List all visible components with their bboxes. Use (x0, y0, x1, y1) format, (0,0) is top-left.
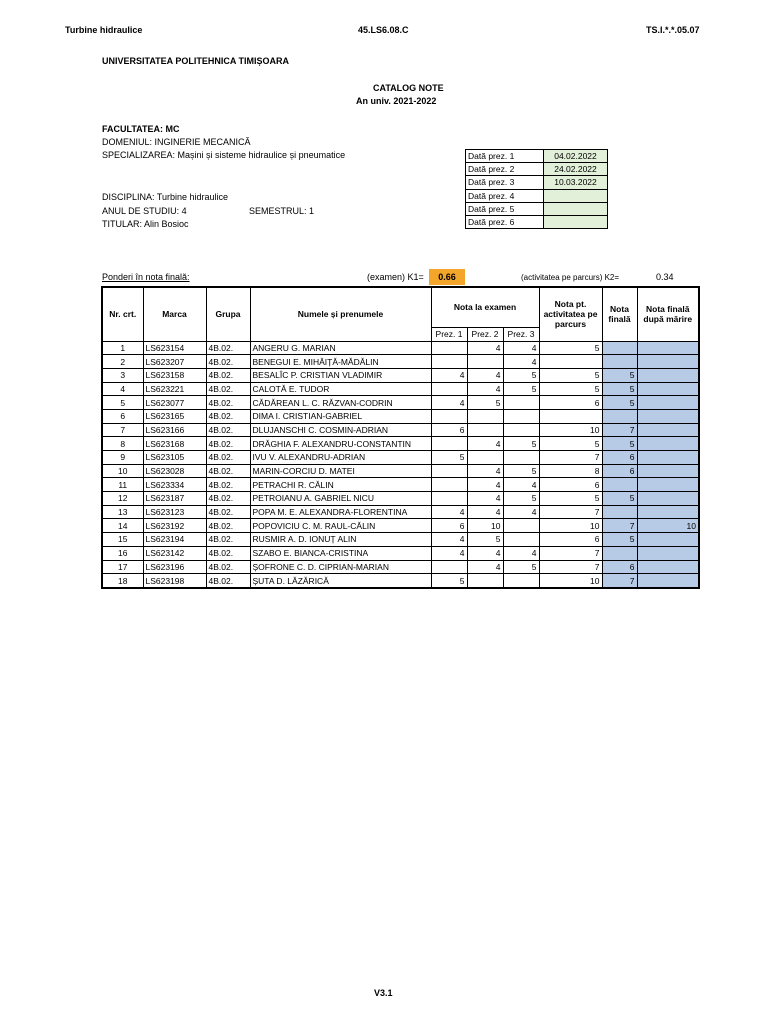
final-grade-after-raise (637, 355, 699, 369)
final-grade-after-raise (637, 574, 699, 588)
exam-grade-prez2: 4 (467, 478, 503, 492)
exam-grade-prez2 (467, 423, 503, 437)
header-left: Turbine hidraulice (65, 25, 143, 35)
presentation-label: Dată prez. 2 (466, 163, 544, 176)
group: 4B.02. (206, 341, 250, 355)
table-row (102, 464, 699, 478)
exam-grade-prez1 (431, 382, 467, 396)
table-row (102, 437, 699, 451)
activity-grade: 5 (539, 368, 602, 382)
activity-grade: 5 (539, 492, 602, 506)
exam-grade-prez1 (431, 492, 467, 506)
presentation-label: Dată prez. 3 (466, 176, 544, 189)
group: 4B.02. (206, 396, 250, 410)
group: 4B.02. (206, 382, 250, 396)
activity-grade: 7 (539, 451, 602, 465)
activity-grade (539, 355, 602, 369)
final-grade: 7 (602, 423, 637, 437)
presentation-row (466, 163, 608, 176)
final-grade-after-raise (637, 396, 699, 410)
final-grade: 6 (602, 464, 637, 478)
faculty: FACULTATEA: MC (102, 124, 180, 134)
exam-grade-prez2 (467, 355, 503, 369)
row-number: 18 (102, 574, 143, 588)
final-grade-after-raise (637, 341, 699, 355)
student-name: MARIN-CORCIU D. MATEI (250, 464, 431, 478)
group: 4B.02. (206, 519, 250, 533)
row-number: 10 (102, 464, 143, 478)
exam-grade-prez3 (503, 396, 539, 410)
final-grade: 5 (602, 437, 637, 451)
presentation-row (466, 150, 608, 163)
exam-grade-prez2: 5 (467, 396, 503, 410)
final-grade (602, 409, 637, 423)
exam-grade-prez1 (431, 341, 467, 355)
row-number: 15 (102, 533, 143, 547)
exam-grade-prez2: 4 (467, 560, 503, 574)
student-id: LS623158 (143, 368, 206, 382)
col-header-grupa: Grupa (206, 287, 250, 341)
table-row (102, 546, 699, 560)
group: 4B.02. (206, 546, 250, 560)
exam-grade-prez2: 4 (467, 546, 503, 560)
col-header-prez3: Prez. 3 (503, 327, 539, 341)
exam-grade-prez1: 4 (431, 533, 467, 547)
exam-grade-prez3: 5 (503, 560, 539, 574)
table-row (102, 382, 699, 396)
academic-year: An univ. 2021-2022 (356, 96, 437, 106)
student-name: PETROIANU A. GABRIEL NICU (250, 492, 431, 506)
final-grade-after-raise (637, 382, 699, 396)
k1-value: 0.66 (429, 269, 465, 285)
version-footer: V3.1 (374, 988, 393, 998)
group: 4B.02. (206, 478, 250, 492)
exam-grade-prez3 (503, 423, 539, 437)
exam-grade-prez2: 5 (467, 533, 503, 547)
exam-grade-prez2 (467, 409, 503, 423)
final-grade: 7 (602, 519, 637, 533)
student-name: CĂDĂREAN L. C. RĂZVAN-CODRIN (250, 396, 431, 410)
exam-grade-prez3: 5 (503, 382, 539, 396)
student-name: POPOVICIU C. M. RAUL-CĂLIN (250, 519, 431, 533)
final-grade: 5 (602, 368, 637, 382)
final-grade (602, 341, 637, 355)
activity-grade (539, 409, 602, 423)
final-grade: 5 (602, 382, 637, 396)
row-number: 4 (102, 382, 143, 396)
final-grade-after-raise (637, 451, 699, 465)
presentation-row (466, 189, 608, 202)
presentation-date: 04.02.2022 (544, 150, 608, 163)
group: 4B.02. (206, 355, 250, 369)
student-id: LS623194 (143, 533, 206, 547)
presentation-date: 24.02.2022 (544, 163, 608, 176)
col-header-prez2: Prez. 2 (467, 327, 503, 341)
student-name: BENEGUI E. MIHĂIȚĂ-MĂDĂLIN (250, 355, 431, 369)
exam-grade-prez2: 4 (467, 437, 503, 451)
study-year: ANUL DE STUDIU: 4 (102, 206, 187, 216)
exam-grade-prez2: 4 (467, 492, 503, 506)
presentation-row (466, 176, 608, 189)
exam-grade-prez1: 4 (431, 505, 467, 519)
presentation-date (544, 215, 608, 228)
exam-grade-prez3 (503, 451, 539, 465)
activity-grade: 10 (539, 574, 602, 588)
student-id: LS623221 (143, 382, 206, 396)
exam-grade-prez3 (503, 409, 539, 423)
student-name: ANGERU G. MARIAN (250, 341, 431, 355)
final-grade-after-raise (637, 464, 699, 478)
table-row (102, 574, 699, 588)
col-header-final-raise: Nota finală după mărire (637, 287, 699, 341)
group: 4B.02. (206, 464, 250, 478)
group: 4B.02. (206, 505, 250, 519)
table-row (102, 519, 699, 533)
exam-grade-prez1: 5 (431, 451, 467, 465)
discipline: DISCIPLINA: Turbine hidraulice (102, 192, 229, 202)
presentation-label: Dată prez. 1 (466, 150, 544, 163)
exam-grade-prez3: 5 (503, 464, 539, 478)
row-number: 5 (102, 396, 143, 410)
final-grade-after-raise (637, 437, 699, 451)
table-row (102, 409, 699, 423)
exam-grade-prez2: 4 (467, 341, 503, 355)
student-id: LS623168 (143, 437, 206, 451)
final-grade (602, 546, 637, 560)
final-grade-after-raise (637, 368, 699, 382)
student-id: LS623198 (143, 574, 206, 588)
final-grade-after-raise (637, 546, 699, 560)
student-id: LS623166 (143, 423, 206, 437)
table-row (102, 451, 699, 465)
presentation-date: 10.03.2022 (544, 176, 608, 189)
student-name: RUSMIR A. D. IONUȚ ALIN (250, 533, 431, 547)
table-row (102, 423, 699, 437)
exam-grade-prez1 (431, 560, 467, 574)
table-row (102, 368, 699, 382)
exam-grade-prez1: 4 (431, 368, 467, 382)
exam-grade-prez2: 4 (467, 368, 503, 382)
student-id: LS623207 (143, 355, 206, 369)
group: 4B.02. (206, 451, 250, 465)
holder: TITULAR: Alin Bosioc (102, 219, 189, 229)
final-grade-after-raise (637, 423, 699, 437)
exam-grade-prez3: 5 (503, 492, 539, 506)
exam-grade-prez2: 4 (467, 382, 503, 396)
student-name: DRĂGHIA F. ALEXANDRU-CONSTANTIN (250, 437, 431, 451)
exam-grade-prez2: 10 (467, 519, 503, 533)
student-id: LS623192 (143, 519, 206, 533)
presentation-dates-table (465, 149, 608, 229)
weights-label: Ponderi în nota finală: (102, 272, 190, 282)
activity-grade: 5 (539, 437, 602, 451)
university-name: UNIVERSITATEA POLITEHNICA TIMIȘOARA (102, 56, 290, 66)
student-id: LS623142 (143, 546, 206, 560)
group: 4B.02. (206, 533, 250, 547)
exam-grade-prez1: 6 (431, 423, 467, 437)
exam-grade-prez1 (431, 478, 467, 492)
group: 4B.02. (206, 437, 250, 451)
exam-grade-prez1 (431, 355, 467, 369)
col-header-final: Nota finală (602, 287, 637, 341)
row-number: 8 (102, 437, 143, 451)
table-row (102, 505, 699, 519)
activity-grade: 6 (539, 396, 602, 410)
activity-grade: 10 (539, 423, 602, 437)
exam-grade-prez2 (467, 574, 503, 588)
final-grade (602, 478, 637, 492)
activity-grade: 5 (539, 341, 602, 355)
group: 4B.02. (206, 368, 250, 382)
exam-grade-prez3: 4 (503, 546, 539, 560)
student-id: LS623077 (143, 396, 206, 410)
row-number: 14 (102, 519, 143, 533)
exam-grade-prez2: 4 (467, 505, 503, 519)
exam-grade-prez3: 4 (503, 505, 539, 519)
final-grade-after-raise: 10 (637, 519, 699, 533)
final-grade-after-raise (637, 505, 699, 519)
activity-grade: 10 (539, 519, 602, 533)
table-row (102, 341, 699, 355)
final-grade: 7 (602, 574, 637, 588)
student-name: IVU V. ALEXANDRU-ADRIAN (250, 451, 431, 465)
activity-grade: 6 (539, 533, 602, 547)
activity-grade: 8 (539, 464, 602, 478)
final-grade: 5 (602, 533, 637, 547)
grades-table (101, 286, 700, 589)
specialization: SPECIALIZAREA: Mașini și sisteme hidraulice și pneumatice (102, 150, 346, 160)
header-right: TS.I.*.*.05.07 (646, 25, 700, 35)
final-grade: 5 (602, 492, 637, 506)
activity-grade: 6 (539, 478, 602, 492)
table-row (102, 478, 699, 492)
row-number: 11 (102, 478, 143, 492)
final-grade (602, 355, 637, 369)
student-name: SZABO E. BIANCA-CRISTINA (250, 546, 431, 560)
student-id: LS623105 (143, 451, 206, 465)
domain: DOMENIUL: INGINERIE MECANICĂ (102, 137, 251, 147)
row-number: 1 (102, 341, 143, 355)
student-name: ȘOFRONE C. D. CIPRIAN-MARIAN (250, 560, 431, 574)
group: 4B.02. (206, 409, 250, 423)
k2-value: 0.34 (656, 272, 674, 282)
group: 4B.02. (206, 574, 250, 588)
table-row (102, 396, 699, 410)
exam-grade-prez3 (503, 519, 539, 533)
presentation-label: Dată prez. 6 (466, 215, 544, 228)
k2-label: (activitatea pe parcurs) K2= (521, 273, 620, 282)
col-header-name: Numele și prenumele (250, 287, 431, 341)
exam-grade-prez1: 4 (431, 396, 467, 410)
k1-label: (examen) K1= (367, 272, 424, 282)
group: 4B.02. (206, 423, 250, 437)
exam-grade-prez3: 5 (503, 368, 539, 382)
row-number: 13 (102, 505, 143, 519)
exam-grade-prez1: 4 (431, 546, 467, 560)
student-name: DLUJANSCHI C. COSMIN-ADRIAN (250, 423, 431, 437)
row-number: 12 (102, 492, 143, 506)
presentation-row (466, 202, 608, 215)
exam-grade-prez1 (431, 464, 467, 478)
exam-grade-prez1: 6 (431, 519, 467, 533)
col-header-nr: Nr. crt. (102, 287, 143, 341)
student-id: LS623123 (143, 505, 206, 519)
final-grade: 5 (602, 396, 637, 410)
exam-grade-prez2: 4 (467, 464, 503, 478)
student-name: BESALÎC P. CRISTIAN VLADIMIR (250, 368, 431, 382)
table-row (102, 355, 699, 369)
row-number: 17 (102, 560, 143, 574)
semester: SEMESTRUL: 1 (249, 206, 315, 216)
col-header-prez1: Prez. 1 (431, 327, 467, 341)
student-name: CALOTĂ E. TUDOR (250, 382, 431, 396)
table-row (102, 533, 699, 547)
catalog-title: CATALOG NOTE (373, 83, 444, 93)
col-header-activity: Nota pt. activitatea pe parcurs (539, 287, 602, 341)
final-grade: 6 (602, 451, 637, 465)
exam-grade-prez3: 4 (503, 478, 539, 492)
final-grade (602, 505, 637, 519)
final-grade-after-raise (637, 409, 699, 423)
presentation-label: Dată prez. 5 (466, 202, 544, 215)
final-grade-after-raise (637, 492, 699, 506)
presentation-label: Dată prez. 4 (466, 189, 544, 202)
row-number: 3 (102, 368, 143, 382)
group: 4B.02. (206, 492, 250, 506)
exam-grade-prez1: 5 (431, 574, 467, 588)
exam-grade-prez3: 5 (503, 437, 539, 451)
student-id: LS623154 (143, 341, 206, 355)
row-number: 7 (102, 423, 143, 437)
exam-grade-prez3 (503, 574, 539, 588)
exam-grade-prez2 (467, 451, 503, 465)
exam-grade-prez1 (431, 437, 467, 451)
col-header-marca: Marca (143, 287, 206, 341)
student-name: DIMA I. CRISTIAN-GABRIEL (250, 409, 431, 423)
activity-grade: 5 (539, 382, 602, 396)
group: 4B.02. (206, 560, 250, 574)
presentation-row (466, 215, 608, 228)
exam-grade-prez3 (503, 533, 539, 547)
student-id: LS623334 (143, 478, 206, 492)
student-id: LS623165 (143, 409, 206, 423)
student-name: POPA M. E. ALEXANDRA-FLORENTINA (250, 505, 431, 519)
final-grade-after-raise (637, 533, 699, 547)
header-center: 45.LS6.08.C (358, 25, 409, 35)
activity-grade: 7 (539, 560, 602, 574)
table-row (102, 492, 699, 506)
exam-grade-prez3: 4 (503, 341, 539, 355)
exam-grade-prez3: 4 (503, 355, 539, 369)
activity-grade: 7 (539, 505, 602, 519)
student-id: LS623028 (143, 464, 206, 478)
activity-grade: 7 (539, 546, 602, 560)
student-id: LS623196 (143, 560, 206, 574)
exam-grade-prez1 (431, 409, 467, 423)
student-name: ȘUTA D. LĂZĂRICĂ (250, 574, 431, 588)
presentation-date (544, 189, 608, 202)
col-header-exam: Nota la examen (431, 287, 539, 327)
final-grade: 6 (602, 560, 637, 574)
final-grade-after-raise (637, 560, 699, 574)
presentation-date (544, 202, 608, 215)
row-number: 6 (102, 409, 143, 423)
student-name: PETRACHI R. CĂLIN (250, 478, 431, 492)
final-grade-after-raise (637, 478, 699, 492)
row-number: 16 (102, 546, 143, 560)
row-number: 9 (102, 451, 143, 465)
table-row (102, 560, 699, 574)
student-id: LS623187 (143, 492, 206, 506)
row-number: 2 (102, 355, 143, 369)
